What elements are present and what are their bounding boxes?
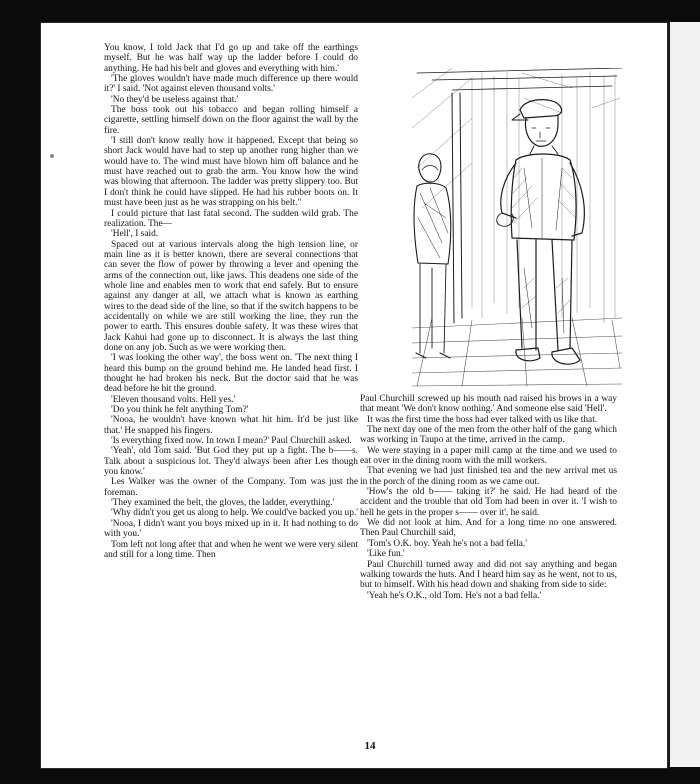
page-number: 14 — [364, 740, 376, 752]
paragraph: 'Tom's O.K. boy. Yeah he's not a bad fella.' — [367, 538, 527, 549]
paragraph: You know, I told Jack that I'd go up and take off the earthings myself. But he was half way up the ladder before I could do anything. He had his belt and gloves and everything with him.' — [104, 43, 358, 74]
paragraph: 'Do you think he felt anything Tom?' — [111, 405, 249, 416]
paragraph: 'How's the old b—— taking it?' he said. He had heard of the accident and the trouble that old Tom had been in over it. 'I wish to hell he gets in the proper s—— over it', he said. — [360, 487, 617, 518]
paragraph: 'I still don't know really how it happened. Except that being so short Jack would have had to step up another rung higher than we would have to. The wind must have blown him off balance and he must have reached out to grab the arm. You know how the wind was blowing that afternoon. The ladder was pretty slippery too. But I don't think he could have slipped. He had his rubber boots on. It must have been just as he was strapping on his belt." — [104, 136, 358, 209]
paragraph: 'Like fun.' — [367, 549, 405, 560]
scan-speck — [50, 154, 54, 158]
paragraph: 'Nooa, he wouldn't have known what hit him. It'd be just like that.' He snapped his fingers. — [104, 415, 358, 436]
paragraph: I could picture that last fatal second. The sudden wild grab. The realization. The— — [104, 208, 358, 229]
paragraph: That evening we had just finished tea and the new arrival met us in the porch of the dining room as we came out. — [360, 466, 617, 487]
paragraph: 'Is everything fixed now. In town I mean?' Paul Churchill asked. — [111, 436, 352, 447]
paragraph: We were staying in a paper mill camp at the time and we used to eat over in the dining room with the mill workers. — [360, 445, 617, 467]
right-text-column — [360, 394, 617, 601]
paragraph: 'Why didn't you get us along to help. We could've backed you up.' — [111, 508, 358, 519]
paragraph: 'I was looking the other way', the boss went on. 'The next thing I heard this bump on the ground behind me. He landed head first. I thought he had broken his neck. But the doctor said that he was dead before he hit the ground. — [104, 353, 358, 395]
paragraph: Les Walker was the owner of the Company. Tom was just the foreman. — [104, 477, 358, 498]
paragraph: Tom left not long after that and when he went we were very silent and still for a long time. Then — [104, 539, 358, 560]
paragraph: Spaced out at various intervals along the high tension line, or main line as it is better known, there are several connections that can sever the flow of power by throwing a lever and opening the arms of the connection out, like jaws. This deadens one side of the whole line and enables men to work that end safely. But to ensure against any danger at all, we attach what is known as earthing wires to the dead side of the line, so that if the switch happens to be accidentally on while we are still working the line, they run the power to earth. This ensures double safety. It was these wires that Jack Kahui had gone up to disconnect. It is always the last thing done on any job. Such as we were working then. — [104, 239, 358, 353]
paragraph: 'The gloves wouldn't have made much difference up there would it?' I said. 'Not against eleven thousand volts.' — [104, 74, 358, 95]
paragraph: 'Yeah', old Tom said. 'But God they put up a fight. The b——s. Talk about a suspicious lot. They'd always been after Les though you know.' — [104, 446, 358, 478]
paragraph: We did not look at him. And for a long time no one answered. Then Paul Churchill said, — [360, 518, 617, 539]
paragraph: 'No they'd be useless against that.' — [111, 94, 239, 105]
paragraph: 'Eleven thousand volts. Hell yes.' — [111, 394, 236, 405]
paragraph: The next day one of the men from the other half of the gang which was working in Taupo at the time, arrived in the camp. — [360, 425, 617, 446]
facing-page-edge — [668, 22, 700, 767]
paragraph: 'They examined the belt, the gloves, the ladder, everything.' — [111, 498, 335, 509]
paragraph: It was the first time the boss had ever talked with us like that. — [367, 414, 598, 425]
left-text-column — [104, 43, 358, 560]
paragraph: 'Yeah he's O.K., old Tom. He's not a bad fella.' — [367, 590, 542, 601]
paragraph: The boss took out his tobacco and began rolling himself a cigarette, settling himself down on the floor against the wall by the fire. — [104, 105, 358, 136]
paragraph: Paul Churchill turned away and did not say anything and began walking towards the huts. And I heard him say as he went, not to us, but to himself. With his head down and shaking from side to side: — [360, 559, 617, 591]
paragraph: 'Nooa, I didn't want you boys mixed up in it. It had nothing to do with you.' — [104, 518, 358, 540]
paragraph: 'Hell', I said. — [111, 229, 159, 240]
pen-sketch-illustration — [412, 68, 622, 388]
paragraph: Paul Churchill screwed up his mouth nad raised his brows in a way that meant 'We don't know nothing.' And someone else said 'Hell'. — [360, 394, 617, 415]
